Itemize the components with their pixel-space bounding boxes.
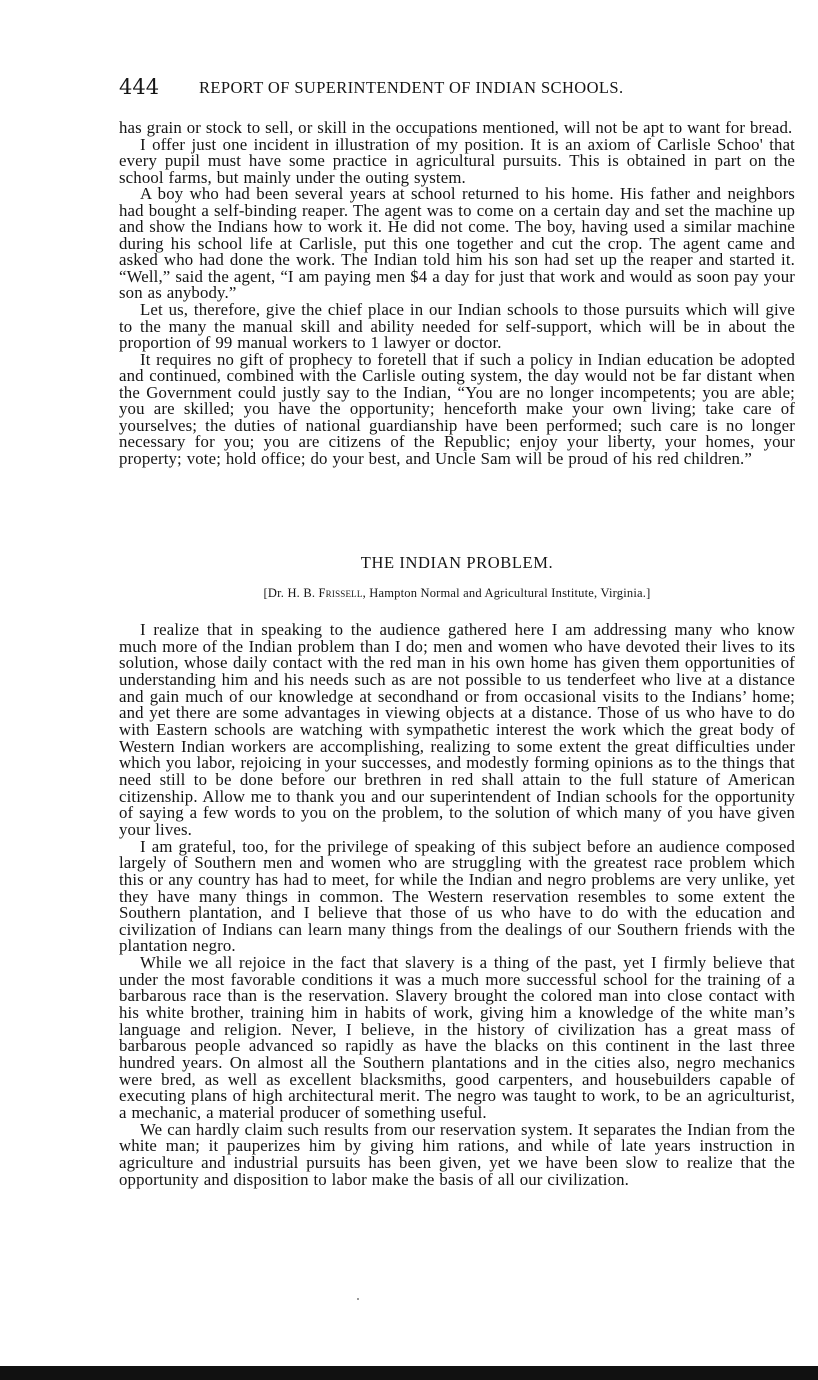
paragraph: I realize that in speaking to the audience gathered here I am addressing many who know much more of the Indian problem than I do; men and women who have devoted their lives to its solution, whose daily contact with the red man in his own home has given them opportunities of understanding him and his needs such as are not possible to us tenderfeet who live at a distance and gain much of our knowledge at secondhand or from occasional visits to the Indians’ home; and yet there are some advantages in viewing objects at a distance. Those of us who have to do with Eastern schools are watching with sympathetic interest the work which the great body of Western Indian workers are accomplishing, realizing to some extent the great difficulties under which you labor, rejoicing in your successes, and modestly forming opinions as to the things that need still to be done before our brethren in red shall attain to the full stature of American citizenship. Allow me to thank you and our superintendent of Indian schools for the opportunity of saying a few words to you on the problem, to the solution of which many of you have given your lives. — [119, 620, 795, 839]
running-header — [119, 74, 799, 102]
paragraph: Let us, therefore, give the chief place in our Indian schools to those pursuits which will give to the many the manual skill and ability needed for self-support, which will be in about the proportion of 99 manual workers to 1 lawyer or doctor. — [119, 300, 795, 353]
previous-article-continuation — [119, 120, 795, 467]
paragraph: It requires no gift of prophecy to foretell that if such a policy in Indian education be adopted and continued, combined with the Carlisle outing system, the day would not be far distant when the Government could justly say to the Indian, “You are no longer incompetents; you are able; you are skilled; you have the opportunity; henceforth make your own living; take care of yourselves; the duties of national guardianship have been performed; such care is no longer necessary for you; you are citizens of the Republic; enjoy your liberty, your homes, your property; vote; hold office; do your best, and Uncle Sam will be proud of his red children.” — [119, 349, 795, 468]
byline-affiliation: , Hampton Normal and Agricultural Institute, Virginia.] — [362, 586, 651, 600]
paragraph: We can hardly claim such results from our reservation system. It separates the Indian from the white man; it pauperizes him by giving him rations, and while of late years instruction in agriculture and industrial pursuits has been given, yet we have been slow to realize that the opportunity and disposition to labor make the basis of all our civilization. — [119, 1119, 795, 1189]
section-heading: THE INDIAN PROBLEM. — [360, 553, 554, 572]
author-byline — [119, 586, 795, 601]
paragraph: has grain or stock to sell, or skill in the occupations mentioned, will not be apt to want for bread. — [119, 118, 793, 137]
paragraph: While we all rejoice in the fact that slavery is a thing of the past, yet I firmly believe that under the most favorable conditions it was a much more successful school for the training of a barbarous race than is the reservation. Slavery brought the colored man into close contact with his white brother, training him in habits of work, giving him a knowledge of the white man’s language and religion. Never, I believe, in the history of civilization has a great mass of barbarous people advanced so rapidly as have the blacks on this continent in the last three hundred years. On almost all the Southern plantations and in the cities also, negro mechanics were bred, as well as excellent blacksmiths, good carpenters, and housebuilders capable of executing plans of high architectural merit. The negro was taught to work, to be an agriculturist, a mechanic, a material producer of something useful. — [119, 953, 795, 1123]
byline-author-name: Frissell — [318, 586, 363, 600]
running-title: REPORT OF SUPERINTENDENT OF INDIAN SCHOOLS. — [199, 78, 624, 97]
paragraph: I offer just one incident in illustration of my position. It is an axiom of Carlisle Schoo' that every pupil must have some practice in agricultural pursuits. This is obtained in part on the school farms, but mainly under the outing system. — [119, 134, 795, 187]
scan-speck — [357, 1298, 359, 1300]
paragraph: I am grateful, too, for the privilege of speaking of this subject before an audience composed largely of Southern men and women who are struggling with the greatest race problem which this or any country has had to meet, for while the Indian and negro problems are very unlike, yet they have many things in common. The Western reservation resembles to some extent the Southern plantation, and I believe that those of us who have to do with the education and civilization of Indians can learn many things from the dealings of our Southern friends with the plantation negro. — [119, 836, 795, 956]
byline-prefix: [Dr. H. B. — [263, 586, 319, 600]
article-body — [119, 622, 795, 1188]
paragraph: A boy who had been several years at school returned to his home. His father and neighbors had bought a self-binding reaper. The agent was to come on a certain day and set the machine up and show the Indians how to work it. He did not come. The boy, having used a similar machine during his school life at Carlisle, put this one together and cut the crop. The agent came and asked who had done the work. The Indian told him his son had set up the reaper and started it. “Well,” said the agent, “I am paying men $4 a day for just that work and would as soon pay your son as anybody.” — [119, 184, 795, 303]
page-number: 444 — [119, 75, 160, 99]
scan-bottom-edge — [0, 1366, 818, 1380]
